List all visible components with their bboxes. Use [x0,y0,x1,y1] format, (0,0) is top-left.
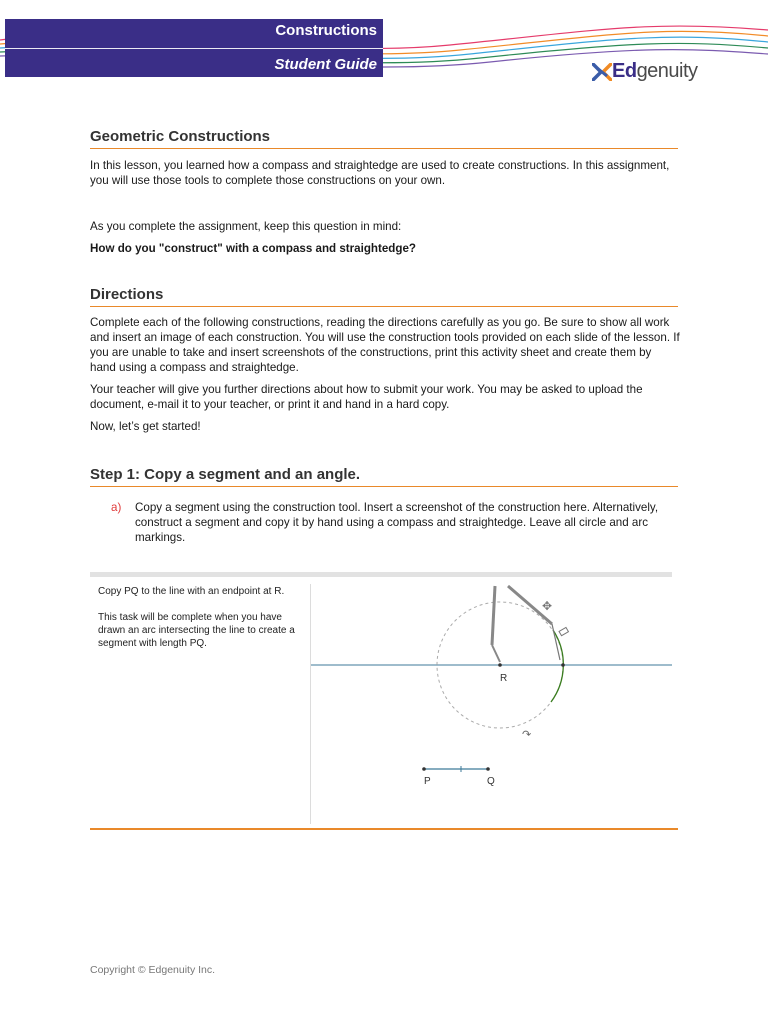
screenshot-instruction-1: Copy PQ to the line with an endpoint at R. [98,586,285,597]
header-divider [5,48,383,49]
item-a-label: a) [111,501,122,514]
directions-paragraph-1: Complete each of the following constructions, reading the directions carefully as you go. Be sure to show all work and insert an image of each construction. You will use the construction tools provided on each slide of the lesson. If you are unable to take and insert screenshots of the constructions, print this activity sheet and create them by hand using a compass and straightedge. [90,316,680,374]
label-Q: Q [487,776,495,787]
keep-in-mind-text: As you complete the assignment, keep this question in mind: [90,220,402,233]
intersection-point [561,663,565,667]
label-R: R [500,673,508,684]
screenshot-bottom-rule [90,828,678,830]
document-title: Constructions [275,22,377,39]
compass-needle [492,645,500,662]
edgenuity-logo [592,60,698,83]
compass-move-icon: ✥ [542,599,553,613]
screenshot-instruction-2: This task will be complete when you have drawn an arc intersecting the line to create a segment with length PQ. [98,612,295,649]
document-subtitle: Student Guide [274,56,377,73]
guiding-question: How do you "construct" with a compass and straightedge? [90,242,416,255]
directions-paragraph-3: Now, let’s get started! [90,420,201,433]
label-P: P [424,776,431,787]
copyright-footer: Copyright © Edgenuity Inc. [90,964,216,976]
section-heading-step1: Step 1: Copy a segment and an angle. [90,466,678,487]
drawn-arc [551,630,563,702]
directions-paragraph-2: Your teacher will give you further directions about how to submit your work. You may be asked to upload the document, e-mail it to your teacher, or print it and hand in a hard copy. [90,383,643,411]
logo-wordmark: Edgenuity [612,60,698,82]
logo-x-icon [592,63,612,81]
section-heading-geometric: Geometric Constructions [90,128,678,149]
point-Q [486,767,490,771]
construction-screenshot [90,572,678,832]
point-R [498,663,502,667]
section-heading-directions: Directions [90,286,678,307]
rotate-icon: ↷ [522,728,532,741]
compass-width-handle-icon [559,627,568,635]
intro-paragraph: In this lesson, you learned how a compass and straightedge are used to create constructions. In this assignment, you will use those tools to complete those constructions on your own. [90,159,670,187]
compass-leg-left [492,586,495,645]
item-a-text: Copy a segment using the construction tool. Insert a screenshot of the construction here. Alternatively, construct a segment and copy it by hand using a compass and straightedge. Leave all circle and arc markings. [135,501,659,544]
construction-canvas [90,572,678,830]
header-title-box [5,19,383,77]
point-P [422,767,426,771]
